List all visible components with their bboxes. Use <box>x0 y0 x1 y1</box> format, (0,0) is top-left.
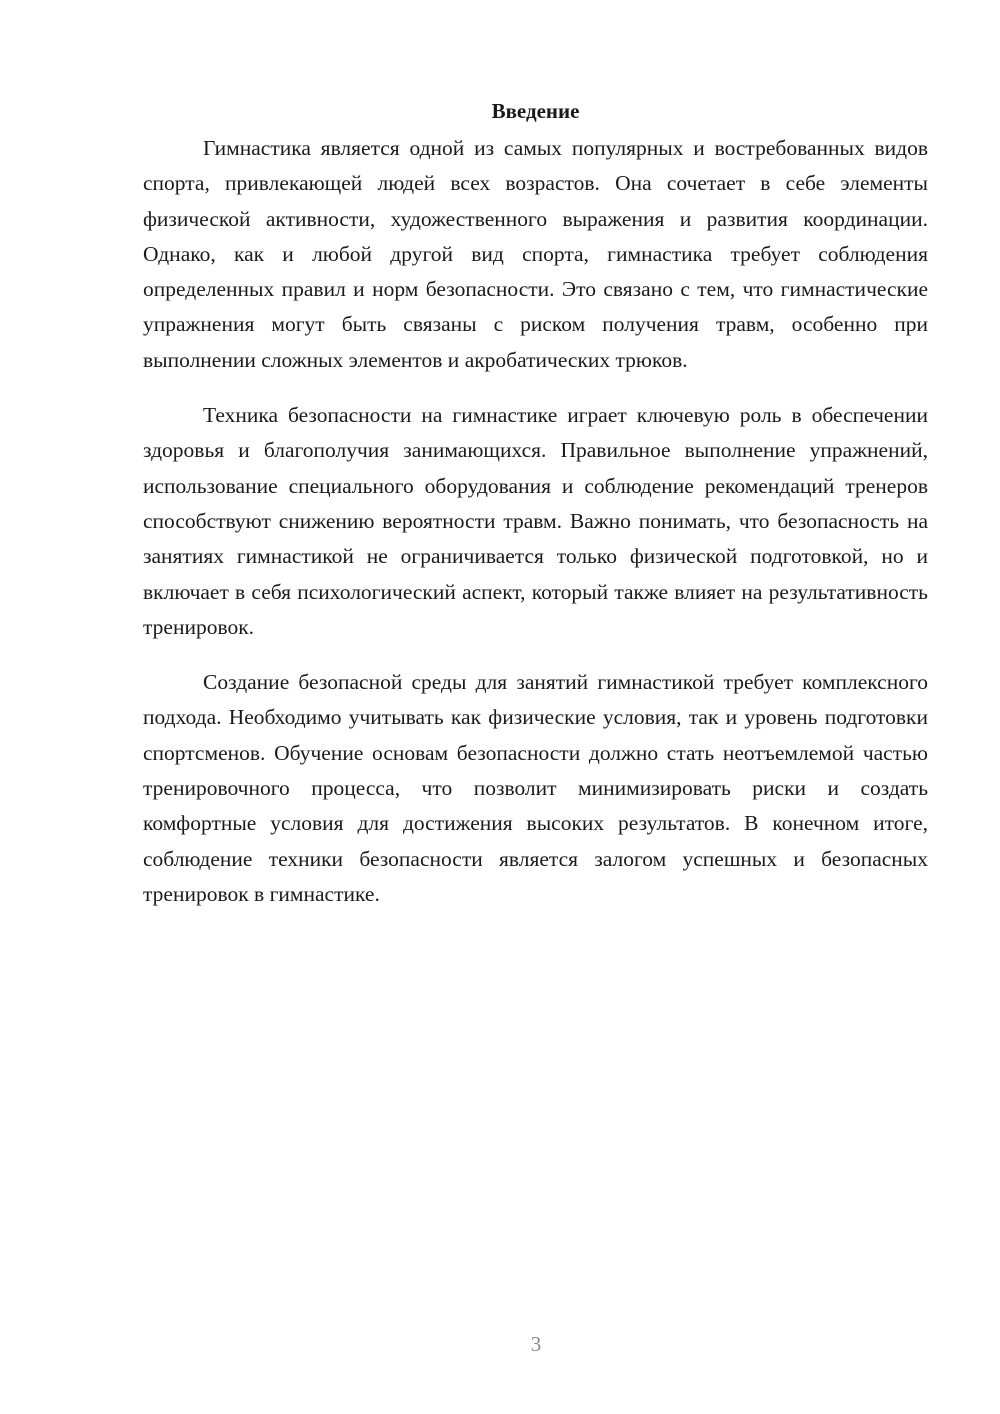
section-title: Введение <box>491 99 580 123</box>
paragraph-1: Гимнастика является одной из самых популярных и востребованных видов спорта, привлекающей людей всех возрастов. Она сочетает в себе элементы физической активности, художественного выражения и развития координации. Однако, как и любой другой вид спорта, гимнастика требует соблюдения определенных правил и норм безопасности. Это связано с тем, что гимнастические упражнения могут быть связаны с риском получения травм, особенно при выполнении сложных элементов и акробатических трюков. <box>143 136 928 372</box>
paragraph-2: Техника безопасности на гимнастике играет ключевую роль в обеспечении здоровья и благополучия занимающихся. Правильное выполнение упражнений, использование специального оборудования и соблюдение рекомендаций тренеров способствуют снижению вероятности травм. Важно понимать, что безопасность на занятиях гимнастикой не ограничивается только физической подготовкой, но и включает в себя психологический аспект, который также влияет на результативность тренировок. <box>143 403 928 639</box>
page-content <box>143 96 928 932</box>
page-number: 3 <box>530 1332 542 1356</box>
paragraph-3: Создание безопасной среды для занятий гимнастикой требует комплексного подхода. Необходимо учитывать как физические условия, так и уровень подготовки спортсменов. Обучение основам безопасности должно стать неотъемлемой частью тренировочного процесса, что позволит минимизировать риски и создать комфортные условия для достижения высоких результатов. В конечном итоге, соблюдение техники безопасности является залогом успешных и безопасных тренировок в гимнастике. <box>143 670 928 906</box>
